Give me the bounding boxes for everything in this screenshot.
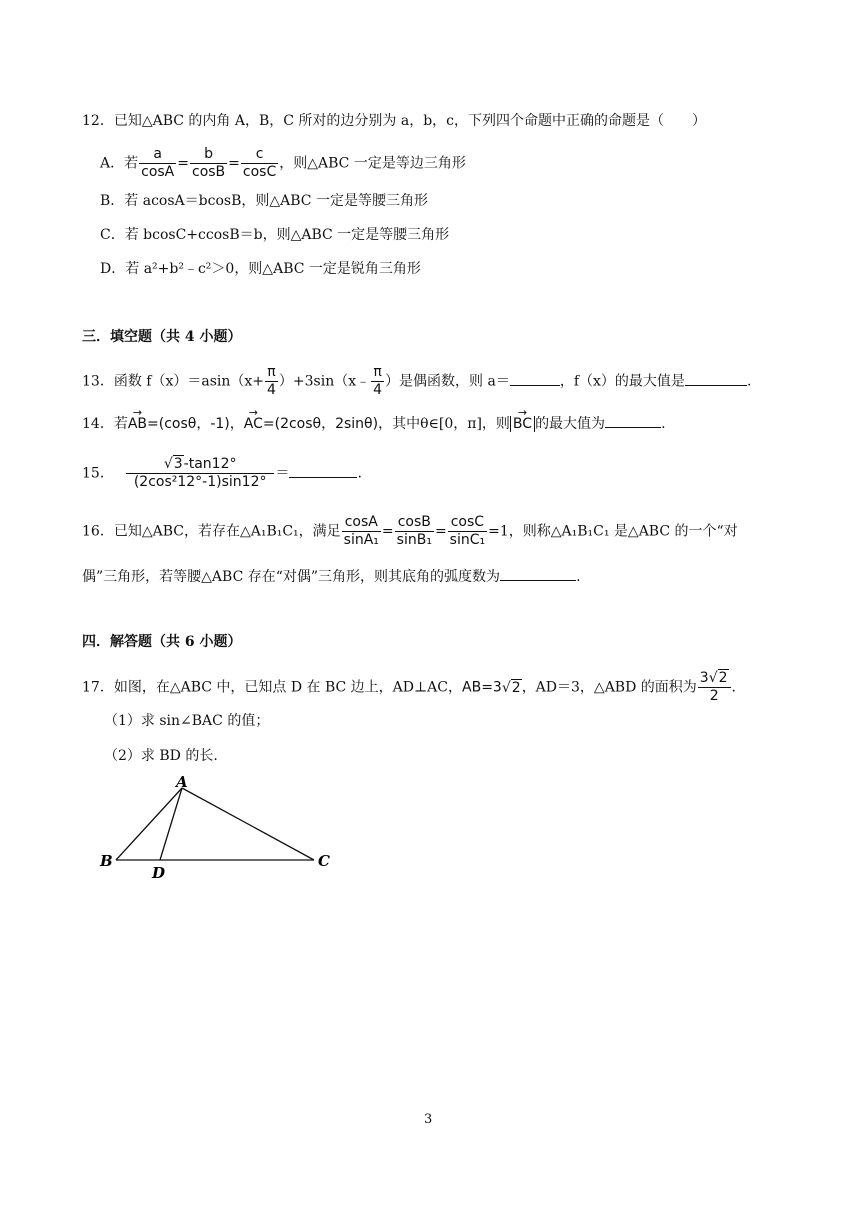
vector-ab: → AB <box>128 414 147 434</box>
q14-ab-value: =(cosθ，-1)， <box>147 416 244 432</box>
q16-line2-text: 偶”三角形，若等腰△ABC 存在“对偶”三角形，则其底角的弧度数为 <box>82 569 501 585</box>
label-b: B <box>100 852 113 870</box>
equals-sign: = <box>177 155 189 172</box>
q15-numerator-text: -tan12° <box>183 456 237 472</box>
q12-stem: 12．已知△ABC 的内角 A，B，C 所对的边分别为 a，b，c，下列四个命题中正确的命题是（ ） <box>82 113 707 129</box>
q15-denominator: (2cos²12°-1)sin12° <box>133 474 267 490</box>
q17-part2: ，AD＝3，△ABD 的面积为 <box>521 679 697 696</box>
q17-ab: AB=3 <box>462 679 502 696</box>
q16-line1 <box>82 514 738 549</box>
q12-option-d <box>100 259 421 279</box>
q12-a-suffix: ，则△ABC 一定是等边三角形 <box>279 155 466 172</box>
triangle-figure <box>96 774 346 886</box>
fraction-cosC-sinC1: $\frac{\cos C}{\text{sinC₁}}$ <box>449 514 486 548</box>
q14-part2: ，其中θ∈[0，π]，则 <box>378 416 510 432</box>
sqrt-3: √3 <box>163 456 183 472</box>
vector-ac: → AC <box>244 414 263 434</box>
q17-part1: 17．如图，在△ABC 中，已知点 D 在 BC 边上，AD⊥AC， <box>82 679 463 696</box>
fraction-cosB-sinB1: $\frac{\cos B}{\text{sinB₁}}$ <box>396 514 432 548</box>
q16-part1: 16．已知△ABC，若存在△A₁B₁C₁，满足 <box>82 523 341 540</box>
q16-part2: =1，则称△A₁B₁C₁ 是△ABC 的一个“对 <box>488 523 738 540</box>
fraction-q15 <box>126 456 275 491</box>
q12-a-prefix: A．若 <box>100 155 139 172</box>
fraction-b-cosB: $\frac{b}{\cos B}$ <box>192 146 226 180</box>
label-a: A <box>176 774 188 791</box>
fraction-a-cosA: $\frac{a}{\cos A}$ <box>141 146 175 180</box>
equals-sign: = <box>434 523 447 540</box>
segment-ac <box>182 788 314 860</box>
q12-d-inequality: a²+b²﹣c²＞0 <box>143 261 235 277</box>
page-number: 3 <box>424 1112 433 1127</box>
q13-part2: ）+3sin（x﹣ <box>278 373 371 390</box>
q15-part2: ＝ <box>275 465 290 482</box>
q14 <box>82 413 666 434</box>
q13 <box>82 364 751 399</box>
segment-ad <box>160 788 182 860</box>
q15-part1: 15． <box>82 465 114 482</box>
q14-part4: . <box>661 416 666 432</box>
equals-sign: = <box>228 155 240 172</box>
fraction-c-cosC: $\frac{c}{\cos C}$ <box>242 146 277 180</box>
q12-d-prefix: D．若 <box>100 261 144 277</box>
answer-blank[interactable] <box>510 371 560 386</box>
q12-d-suffix: ，则△ABC 一定是锐角三角形 <box>234 261 421 277</box>
q14-part3: 的最大值为 <box>535 416 606 432</box>
q17-part3: . <box>731 679 736 696</box>
label-c: C <box>318 852 330 870</box>
answer-blank[interactable] <box>289 463 357 478</box>
section-4-title: 四．解答题（共 6 小题） <box>82 634 242 650</box>
q13-part5: . <box>746 373 752 390</box>
fraction-area: $\frac{3√2}{2}$ <box>698 670 731 705</box>
sqrt-2: √2 <box>501 679 521 696</box>
section-3-title: 三．填空题（共 4 小题） <box>82 329 242 345</box>
q17-sub2: （2）求 BD 的长. <box>104 748 218 764</box>
q14-part1: 14．若 <box>82 416 128 432</box>
vector-bc-magnitude: → BC <box>510 416 535 432</box>
q15-part3: . <box>357 465 362 482</box>
q14-ac-value: =(2cosθ，2sinθ) <box>262 416 379 432</box>
q16-line2 <box>82 566 581 587</box>
q12-option-b: B．若 acosA＝bcosB，则△ABC 一定是等腰三角形 <box>100 193 428 209</box>
fraction-pi-over-4: $\frac{\pi}{4}$ <box>373 364 383 398</box>
q13-part1: 13．函数 f（x）＝asin（x+ <box>82 373 264 390</box>
fraction-cosA-sinA1: $\frac{\cos A}{\text{sinA₁}}$ <box>343 514 379 548</box>
label-d: D <box>152 864 166 882</box>
answer-blank[interactable] <box>685 371 747 386</box>
q17 <box>82 670 736 705</box>
fraction-pi-over-4: $\frac{\pi}{4}$ <box>267 364 276 398</box>
q16-line2-end: . <box>576 569 581 585</box>
segment-ab <box>116 788 182 860</box>
answer-blank[interactable] <box>605 413 661 428</box>
q13-part3: ）是偶函数，则 a＝ <box>385 373 510 390</box>
equals-sign: = <box>381 523 394 540</box>
q17-sub1: （1）求 sin∠BAC 的值； <box>104 713 270 729</box>
q15 <box>82 456 362 491</box>
answer-blank[interactable] <box>500 566 576 581</box>
q12-option-c: C．若 bcosC+ccosB＝b，则△ABC 一定是等腰三角形 <box>100 227 450 243</box>
q13-part4: ，f（x）的最大值是 <box>559 373 685 390</box>
q12-option-a <box>100 146 466 181</box>
